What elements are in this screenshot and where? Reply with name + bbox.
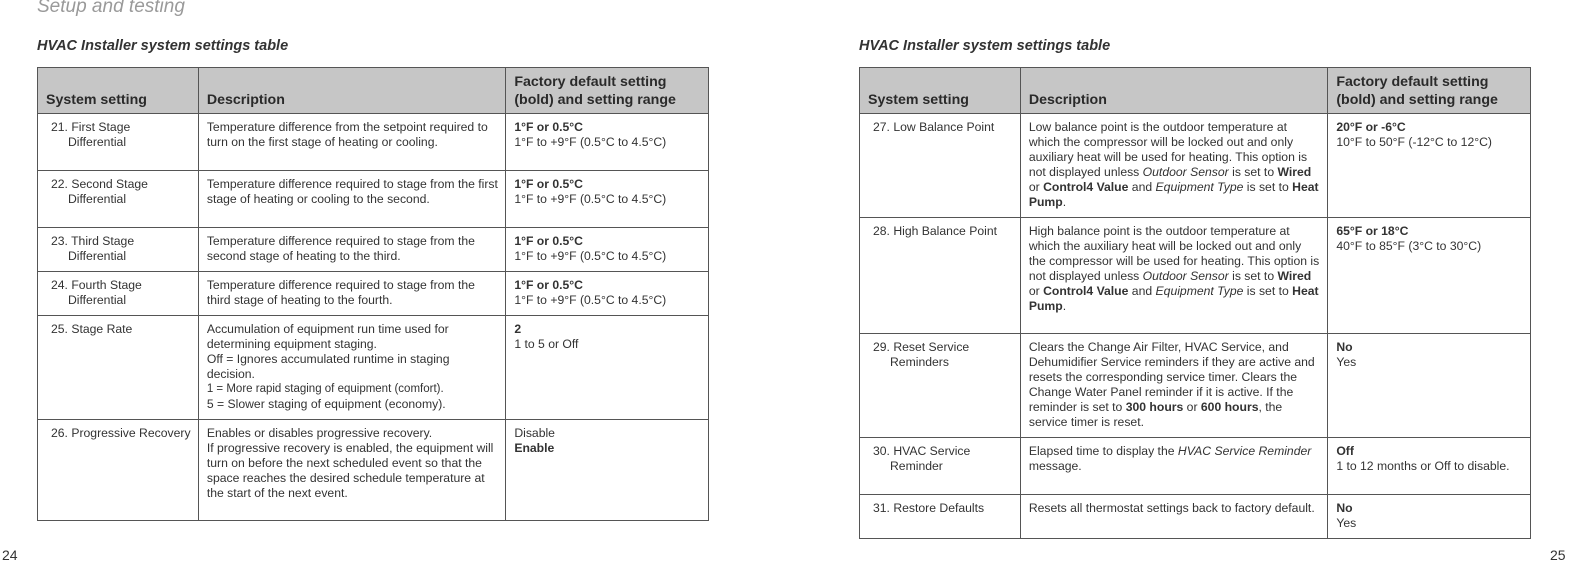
table-row: [38, 114, 709, 171]
description-cell: Resets all thermostat settings back to factory default.: [1020, 495, 1327, 539]
description-strong: Wired: [1277, 269, 1312, 283]
section-title: Setup and testing: [37, 0, 185, 17]
description-strong: Control4 Value: [1043, 180, 1129, 194]
setting-cell: [38, 420, 199, 521]
description-strong: Heat Pump: [1028, 284, 1319, 313]
setting-cell: [38, 171, 199, 228]
description-text: or: [1028, 284, 1044, 298]
default-value: 1°F or 0.5°C: [514, 177, 583, 191]
description-cell: Temperature difference required to stage from the third stage of heating to the fourth.: [198, 272, 505, 316]
setting-range: 1 to 5 or Off: [514, 337, 579, 351]
table-row: [860, 334, 1531, 438]
default-value: 20°F or -6°C: [1336, 120, 1406, 134]
description-cell: Temperature difference required to stage from the second stage of heating to the third.: [198, 228, 505, 272]
description-text: .: [1062, 195, 1067, 209]
description-line: 1 = More rapid staging of equipment (comfort).: [206, 383, 444, 395]
setting-cell: [38, 272, 199, 316]
description-line: If progressive recovery is enabled, the equipment will turn on before the next scheduled event so that the space reaches the desired schedule temperature at the start of the next event.: [206, 441, 494, 500]
column-header-default: Factory default setting (bold) and setting range: [506, 68, 709, 114]
description-cell: Temperature difference from the setpoint required to turn on the first stage of heating or cooling.: [198, 114, 505, 171]
column-header-setting: System setting: [38, 68, 199, 114]
table-header-row: [38, 68, 709, 114]
description-text: is set to: [1228, 269, 1278, 283]
description-strong: 300 hours: [1125, 400, 1184, 414]
default-cell: [1328, 114, 1531, 218]
default-cell: [1328, 218, 1531, 334]
table-caption-left: HVAC Installer system settings table: [37, 38, 289, 54]
description-text: is set to: [1228, 165, 1278, 179]
table-row: [38, 171, 709, 228]
description-emphasis: Equipment Type: [1155, 180, 1244, 194]
table-row: [860, 218, 1531, 334]
setting-range: 1°F to +9°F (0.5°C to 4.5°C): [514, 135, 667, 149]
table-header-row: [860, 68, 1531, 114]
setting-range: 40°F to 85°F (3°C to 30°C): [1336, 239, 1482, 253]
setting-range: Yes: [1336, 516, 1357, 530]
settings-table-right: [859, 67, 1531, 539]
settings-table-left: [37, 67, 709, 521]
description-text: Clears the Change Air Filter, HVAC Service, and Dehumidifier Service reminders if they are active and resets the corresponding service timer. Clears the Change Water Panel reminder if it is active. If the reminder is set to: [1028, 340, 1315, 414]
default-cell: [506, 272, 709, 316]
default-cell: [506, 171, 709, 228]
column-header-description: Description: [1020, 68, 1327, 114]
setting-cell: [38, 228, 199, 272]
setting-name: 25. Stage Rate: [51, 322, 133, 336]
table-row: [38, 316, 709, 420]
description-cell: [1020, 114, 1327, 218]
default-value: 1°F or 0.5°C: [514, 278, 583, 292]
default-value: Off: [1336, 444, 1354, 458]
setting-name: 24. Fourth Stage Differential: [51, 278, 142, 307]
option-default: Enable: [514, 441, 555, 455]
column-header-description: Description: [198, 68, 505, 114]
description-cell: [1020, 218, 1327, 334]
description-emphasis: Equipment Type: [1155, 284, 1244, 298]
setting-cell: [38, 316, 199, 420]
default-value: 2: [514, 322, 522, 336]
description-text: or: [1028, 180, 1044, 194]
description-cell: [1020, 334, 1327, 438]
default-value: No: [1336, 340, 1353, 354]
description-emphasis: Outdoor Sensor: [1142, 269, 1229, 283]
default-value: 65°F or 18°C: [1336, 224, 1409, 238]
setting-name: 31. Restore Defaults: [873, 501, 985, 515]
option-plain: Disable: [514, 426, 555, 440]
description-strong: Control4 Value: [1043, 284, 1129, 298]
setting-name: 26. Progressive Recovery: [51, 426, 191, 440]
setting-name: 29. Reset Service Reminders: [873, 340, 970, 369]
description-text: is set to: [1243, 180, 1293, 194]
description-line: Enables or disables progressive recovery.: [206, 426, 433, 440]
page-number-right: 25: [1550, 547, 1566, 563]
table-row: [860, 438, 1531, 495]
description-text: Low balance point is the outdoor temperature at which the compressor will be locked out and only auxiliary heat will be used for heating. This option is not displayed unless: [1028, 120, 1308, 179]
description-emphasis: HVAC Service Reminder: [1177, 444, 1312, 458]
page-number-left: 24: [2, 547, 18, 563]
table-row: [860, 114, 1531, 218]
default-value: No: [1336, 501, 1353, 515]
setting-name: 27. Low Balance Point: [873, 120, 995, 134]
setting-cell: [860, 114, 1021, 218]
setting-name: 28. High Balance Point: [873, 224, 997, 238]
setting-range: Yes: [1336, 355, 1357, 369]
description-strong: Wired: [1277, 165, 1312, 179]
setting-cell: [860, 438, 1021, 495]
default-cell: [1328, 334, 1531, 438]
table-caption-right: HVAC Installer system settings table: [859, 38, 1111, 54]
description-text: Elapsed time to display the: [1028, 444, 1178, 458]
default-value: 1°F or 0.5°C: [514, 120, 583, 134]
description-text: High balance point is the outdoor temperature at which the auxiliary heat will be locked out and only the compressor will be used for heating. This option is not displayed unless: [1028, 224, 1320, 283]
setting-name: 30. HVAC Service Reminder: [873, 444, 971, 473]
description-text: .: [1062, 299, 1067, 313]
table-row: [38, 272, 709, 316]
setting-range: 1 to 12 months or Off to disable.: [1336, 459, 1510, 473]
description-cell: [198, 420, 505, 521]
description-text: and: [1128, 284, 1156, 298]
column-header-setting: System setting: [860, 68, 1021, 114]
description-strong: 600 hours: [1200, 400, 1259, 414]
description-emphasis: Outdoor Sensor: [1142, 165, 1229, 179]
default-cell: [506, 420, 709, 521]
description-text: , the service timer is reset.: [1028, 400, 1283, 429]
setting-range: 1°F to +9°F (0.5°C to 4.5°C): [514, 192, 667, 206]
description-line: Off = Ignores accumulated runtime in staging decision.: [206, 352, 450, 381]
table-row: [860, 495, 1531, 539]
description-line: Accumulation of equipment run time used for determining equipment staging.: [206, 322, 449, 351]
description-text: message.: [1028, 459, 1082, 473]
description-line: 5 = Slower staging of equipment (economy).: [206, 397, 446, 411]
default-cell: [506, 228, 709, 272]
setting-cell: [860, 334, 1021, 438]
setting-cell: [860, 495, 1021, 539]
description-text: and: [1128, 180, 1156, 194]
setting-name: 23. Third Stage Differential: [51, 234, 135, 263]
description-cell: [1020, 438, 1327, 495]
table-row: [38, 420, 709, 521]
setting-cell: [860, 218, 1021, 334]
setting-range: 10°F to 50°F (-12°C to 12°C): [1336, 135, 1492, 149]
description-strong: Heat Pump: [1028, 180, 1319, 209]
column-header-default: Factory default setting (bold) and setting range: [1328, 68, 1531, 114]
description-text: is set to: [1243, 284, 1293, 298]
default-cell: [506, 316, 709, 420]
table-row: [38, 228, 709, 272]
description-cell: Temperature difference required to stage from the first stage of heating or cooling to the second.: [198, 171, 505, 228]
default-cell: [506, 114, 709, 171]
description-cell: [198, 316, 505, 420]
setting-name: 22. Second Stage Differential: [51, 177, 148, 206]
description-text: or: [1183, 400, 1201, 414]
setting-name: 21. First Stage Differential: [51, 120, 131, 149]
default-cell: [1328, 438, 1531, 495]
default-cell: [1328, 495, 1531, 539]
setting-range: 1°F to +9°F (0.5°C to 4.5°C): [514, 249, 667, 263]
default-value: 1°F or 0.5°C: [514, 234, 583, 248]
setting-range: 1°F to +9°F (0.5°C to 4.5°C): [514, 293, 667, 307]
setting-cell: [38, 114, 199, 171]
